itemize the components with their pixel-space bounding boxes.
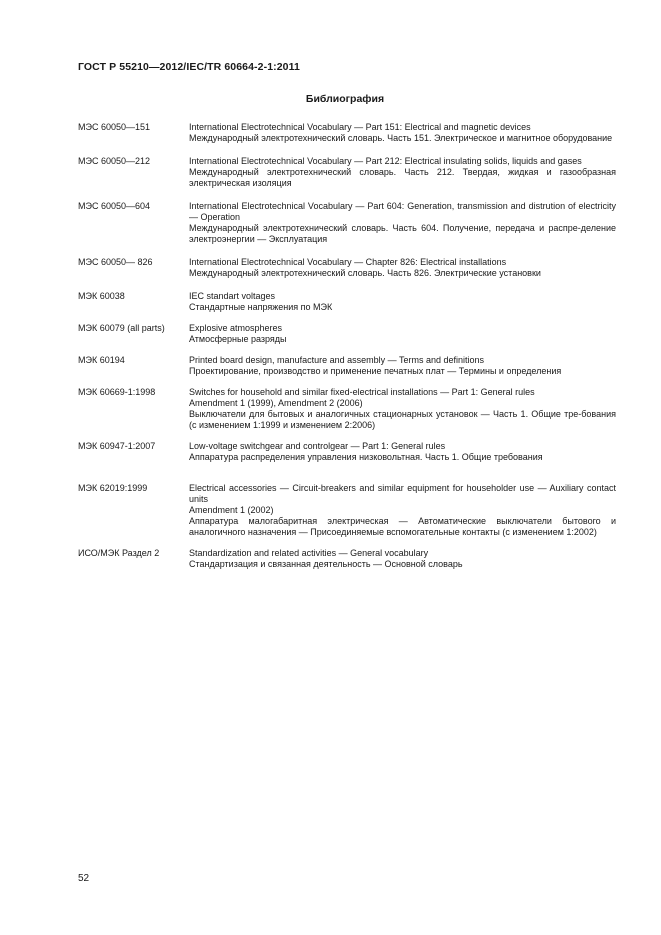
bibliography-entry — [78, 156, 616, 189]
entry-description — [189, 483, 616, 538]
entry-description — [189, 156, 616, 189]
entry-line: Аппаратура распределения управления низковольтная. Часть 1. Общие требования — [189, 452, 543, 462]
entry-line: Стандартные напряжения по МЭК — [189, 302, 333, 312]
entry-description — [189, 201, 616, 245]
entry-code: МЭК 60194 — [78, 355, 125, 365]
bibliography-entry — [78, 201, 616, 245]
bibliography-entry — [78, 483, 616, 538]
entry-line: IEC standart voltages — [189, 291, 276, 301]
entry-code: МЭК 60038 — [78, 291, 125, 301]
entry-line: Стандартизация и связанная деятельность — Основной словарь — [189, 559, 463, 569]
entry-description — [189, 323, 616, 345]
entry-line: Electrical accessories — Circuit-breakers and similar equipment for householder use — Auxiliary contact units — [189, 483, 616, 504]
entry-code: МЭС 60050— 826 — [78, 257, 153, 267]
entry-line: Проектирование, производство и применение печатных плат — Термины и определения — [189, 366, 562, 376]
bibliography-entry — [78, 441, 616, 463]
entry-line: Аппаратура малогабаритная электрическая — Автоматические выключатели бытового и аналогичного назначения — Присоединяемые вспомогательные контакты (с изменением 1:2002) — [189, 516, 616, 537]
bibliography-list — [78, 122, 616, 570]
entry-line: Международный электротехнический словарь. Часть 212. Твердая, жидкая и газообразная электрическая изоляция — [189, 167, 616, 188]
entry-description — [189, 257, 616, 279]
page-number: 52 — [78, 873, 90, 884]
entry-line: Low-voltage switchgear and controlgear — Part 1: General rules — [189, 441, 446, 451]
bibliography-entry — [78, 257, 616, 279]
bibliography-entry — [78, 291, 616, 313]
entry-code: МЭС 60050—604 — [78, 201, 151, 211]
entry-line: Международный электротехнический словарь. Часть 826. Электрические установки — [189, 268, 541, 278]
entry-line: Выключатели для бытовых и аналогичных стационарных установок — Часть 1. Общие тре-бования (с изменением 1:1999 и изменением 2:2006) — [189, 409, 616, 430]
bibliography-entry — [78, 355, 616, 377]
bibliography-entry — [78, 387, 616, 431]
entry-line: Международный электротехнический словарь. Часть 151. Электрическое и магнитное оборудование — [189, 133, 613, 143]
entry-code: МЭК 60947-1:2007 — [78, 441, 156, 451]
entry-line: Explosive atmospheres — [189, 323, 283, 333]
entry-line: International Electrotechnical Vocabulary — Part 151: Electrical and magnetic devices — [189, 122, 531, 132]
entry-line: International Electrotechnical Vocabulary — Part 212: Electrical insulating solids, liquids and gases — [189, 156, 582, 166]
entry-line: Printed board design, manufacture and assembly — Terms and definitions — [189, 355, 484, 365]
entry-code: МЭК 62019:1999 — [78, 483, 148, 493]
section-title: Библиография — [305, 93, 385, 105]
entry-description — [189, 441, 616, 463]
entry-code: ИСО/МЭК Раздел 2 — [78, 548, 160, 558]
entry-line: Международный электротехнический словарь. Часть 604. Получение, передача и распре-деление электроэнергии — Эксплуатация — [189, 223, 616, 244]
entry-line: Атмосферные разряды — [189, 334, 287, 344]
bibliography-entry — [78, 122, 616, 144]
bibliography-entry — [78, 548, 616, 570]
document-header: ГОСТ Р 55210—2012/IEC/TR 60664-2-1:2011 — [78, 61, 300, 73]
bibliography-entry — [78, 323, 616, 345]
entry-code: МЭК 60669-1:1998 — [78, 387, 156, 397]
entry-description — [189, 387, 616, 431]
entry-code: МЭК 60079 (all parts) — [78, 323, 165, 333]
entry-line: International Electrotechnical Vocabulary — Chapter 826: Electrical installations — [189, 257, 507, 267]
entry-description — [189, 291, 616, 313]
entry-description — [189, 548, 616, 570]
entry-line: Standardization and related activities — General vocabulary — [189, 548, 429, 558]
entry-description — [189, 355, 616, 377]
entry-description — [189, 122, 616, 144]
entry-line: Amendment 1 (1999), Amendment 2 (2006) — [189, 398, 363, 408]
entry-code: МЭС 60050—212 — [78, 156, 151, 166]
entry-code: МЭС 60050—151 — [78, 122, 151, 132]
entry-line: International Electrotechnical Vocabulary — Part 604: Generation, transmission and distrution of electricity — Operation — [189, 201, 616, 222]
entry-line: Amendment 1 (2002) — [189, 505, 274, 515]
entry-line: Switches for household and similar fixed-electrical installations — Part 1: General rules — [189, 387, 535, 397]
